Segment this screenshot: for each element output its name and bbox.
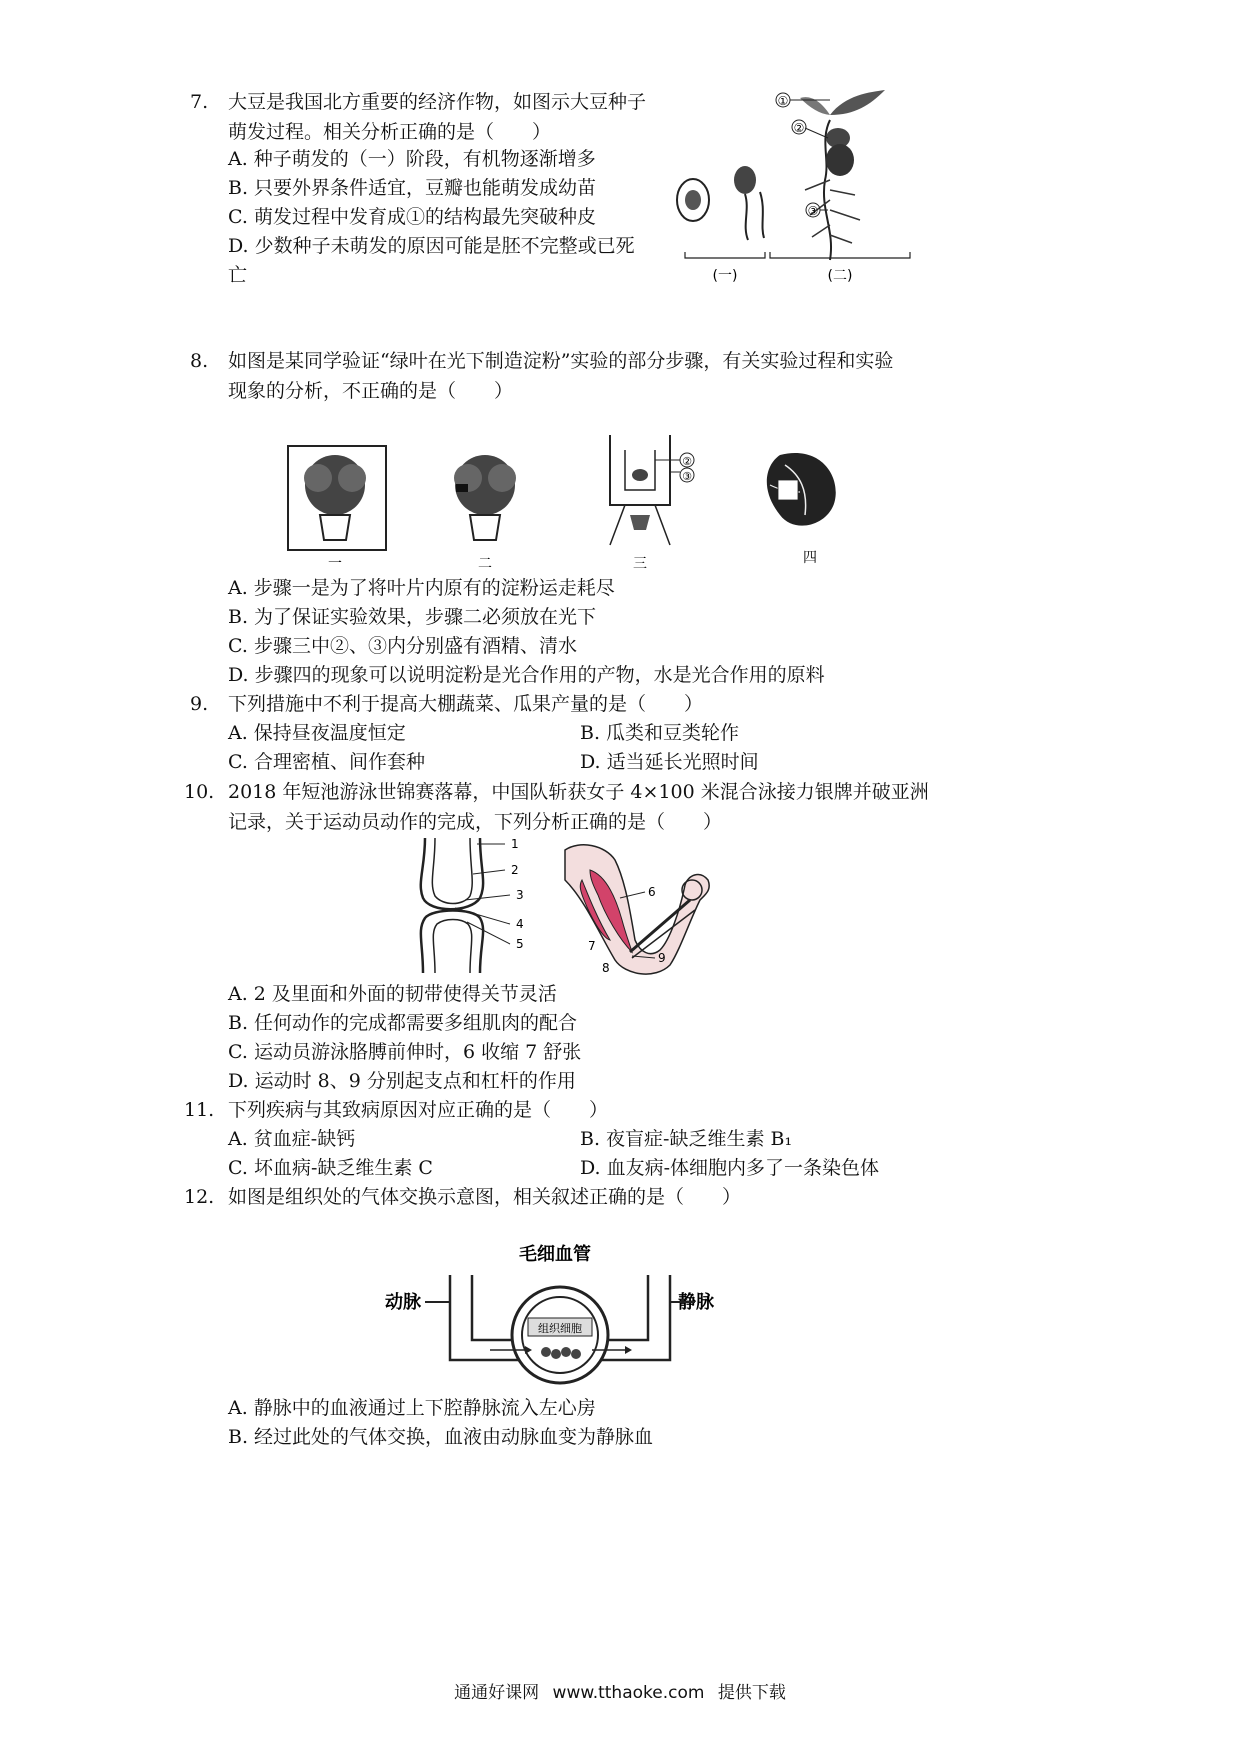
question-7-option-d-wrap: 亡 bbox=[228, 264, 248, 286]
stage-label-2: (二) bbox=[827, 268, 853, 284]
question-9-number: 9. bbox=[190, 693, 209, 715]
vein-label: 静脉 bbox=[678, 1292, 714, 1313]
footer-url-link[interactable]: www.tthaoke.com bbox=[552, 1683, 705, 1703]
question-7-stem-line2: 萌发过程。相关分析正确的是（ ） bbox=[228, 121, 552, 143]
question-11-option-c: C. 坏血病-缺乏维生素 C bbox=[228, 1157, 433, 1179]
artery-label: 动脉 bbox=[385, 1292, 421, 1313]
question-10-option-d: D. 运动时 8、9 分别起支点和杠杆的作用 bbox=[228, 1070, 576, 1092]
seed-label-2: ② bbox=[793, 121, 805, 135]
gas-exchange-figure bbox=[380, 1240, 730, 1390]
seed-label-3: ③ bbox=[807, 204, 819, 218]
joint-label-2: 2 bbox=[511, 863, 519, 877]
tissue-cell-label: 组织细胞 bbox=[538, 1322, 582, 1335]
joint-label-4: 4 bbox=[516, 917, 524, 931]
stage-label-1: (一) bbox=[712, 268, 738, 284]
beaker-label-3: ③ bbox=[682, 470, 692, 483]
question-7-option-d: D. 少数种子未萌发的原因可能是胚不完整或已死 bbox=[228, 235, 635, 257]
question-9-option-a: A. 保持昼夜温度恒定 bbox=[228, 722, 406, 744]
question-12-option-b: B. 经过此处的气体交换，血液由动脉血变为静脉血 bbox=[228, 1426, 654, 1448]
step-label-2: 二 bbox=[478, 556, 492, 570]
question-8-option-b: B. 为了保证实验效果，步骤二必须放在光下 bbox=[228, 606, 597, 628]
capillary-label: 毛细血管 bbox=[519, 1244, 591, 1265]
question-10-option-b: B. 任何动作的完成都需要多组肌肉的配合 bbox=[228, 1012, 578, 1034]
joint-label-1: 1 bbox=[511, 838, 519, 851]
question-12-number: 12. bbox=[184, 1186, 215, 1208]
starch-experiment-figure bbox=[280, 430, 860, 570]
joint-label-5: 5 bbox=[516, 937, 524, 951]
question-8-number: 8. bbox=[190, 350, 209, 372]
question-9-option-b: B. 瓜类和豆类轮作 bbox=[580, 722, 740, 744]
page-footer bbox=[0, 1678, 1240, 1703]
question-7-option-a: A. 种子萌发的（一）阶段，有机物逐渐增多 bbox=[228, 148, 596, 170]
question-7-stem-line1: 大豆是我国北方重要的经济作物，如图示大豆种子 bbox=[228, 91, 647, 113]
arm-muscle-figure bbox=[560, 840, 720, 980]
arm-label-6: 6 bbox=[648, 885, 656, 899]
footer-site-name: 通通好课网 bbox=[454, 1683, 540, 1703]
question-10-option-a: A. 2 及里面和外面的韧带使得关节灵活 bbox=[228, 983, 557, 1005]
question-9-stem: 下列措施中不利于提高大棚蔬菜、瓜果产量的是（ ） bbox=[228, 693, 704, 715]
seed-germination-figure bbox=[670, 80, 930, 290]
question-10-number: 10. bbox=[184, 781, 215, 803]
question-7-number: 7. bbox=[190, 91, 209, 113]
arm-label-9: 9 bbox=[658, 951, 666, 965]
joint-figure bbox=[405, 838, 545, 973]
arm-label-8: 8 bbox=[602, 961, 610, 975]
question-8-option-a: A. 步骤一是为了将叶片内原有的淀粉运走耗尽 bbox=[228, 577, 615, 599]
question-11-option-d: D. 血友病-体细胞内多了一条染色体 bbox=[580, 1157, 880, 1179]
step-label-3: 三 bbox=[633, 556, 647, 570]
step-label-1: 一 bbox=[328, 556, 342, 570]
step-label-4: 四 bbox=[803, 550, 817, 566]
question-9-option-d: D. 适当延长光照时间 bbox=[580, 751, 759, 773]
question-10-option-c: C. 运动员游泳胳膊前伸时，6 收缩 7 舒张 bbox=[228, 1041, 582, 1063]
beaker-label-2: ② bbox=[682, 455, 692, 468]
question-10-stem-line1: 2018 年短池游泳世锦赛落幕，中国队斩获女子 4×100 米混合泳接力银牌并破亚洲 bbox=[228, 781, 929, 803]
question-11-number: 11. bbox=[184, 1099, 215, 1121]
joint-label-3: 3 bbox=[516, 888, 524, 902]
question-7-option-b: B. 只要外界条件适宜，豆瓣也能萌发成幼苗 bbox=[228, 177, 597, 199]
question-9-option-c: C. 合理密植、间作套种 bbox=[228, 751, 425, 773]
footer-suffix: 提供下载 bbox=[717, 1683, 786, 1703]
question-11-option-a: A. 贫血症-缺钙 bbox=[228, 1128, 356, 1150]
question-11-option-b: B. 夜盲症-缺乏维生素 B₁ bbox=[580, 1128, 793, 1150]
question-8-stem-line2: 现象的分析，不正确的是（ ） bbox=[228, 380, 514, 402]
question-8-option-d: D. 步骤四的现象可以说明淀粉是光合作用的产物，水是光合作用的原料 bbox=[228, 664, 825, 686]
question-12-option-a: A. 静脉中的血液通过上下腔静脉流入左心房 bbox=[228, 1397, 596, 1419]
question-8-stem-line1: 如图是某同学验证“绿叶在光下制造淀粉”实验的部分步骤，有关实验过程和实验 bbox=[228, 350, 894, 372]
question-12-stem: 如图是组织处的气体交换示意图，相关叙述正确的是（ ） bbox=[228, 1186, 742, 1208]
seed-label-1: ① bbox=[777, 94, 789, 108]
question-8-option-c: C. 步骤三中②、③内分别盛有酒精、清水 bbox=[228, 635, 577, 657]
question-11-stem: 下列疾病与其致病原因对应正确的是（ ） bbox=[228, 1099, 609, 1121]
question-10-stem-line2: 记录，关于运动员动作的完成，下列分析正确的是（ ） bbox=[228, 811, 723, 833]
arm-label-7: 7 bbox=[588, 939, 596, 953]
question-7-option-c: C. 萌发过程中发育成①的结构最先突破种皮 bbox=[228, 206, 596, 228]
